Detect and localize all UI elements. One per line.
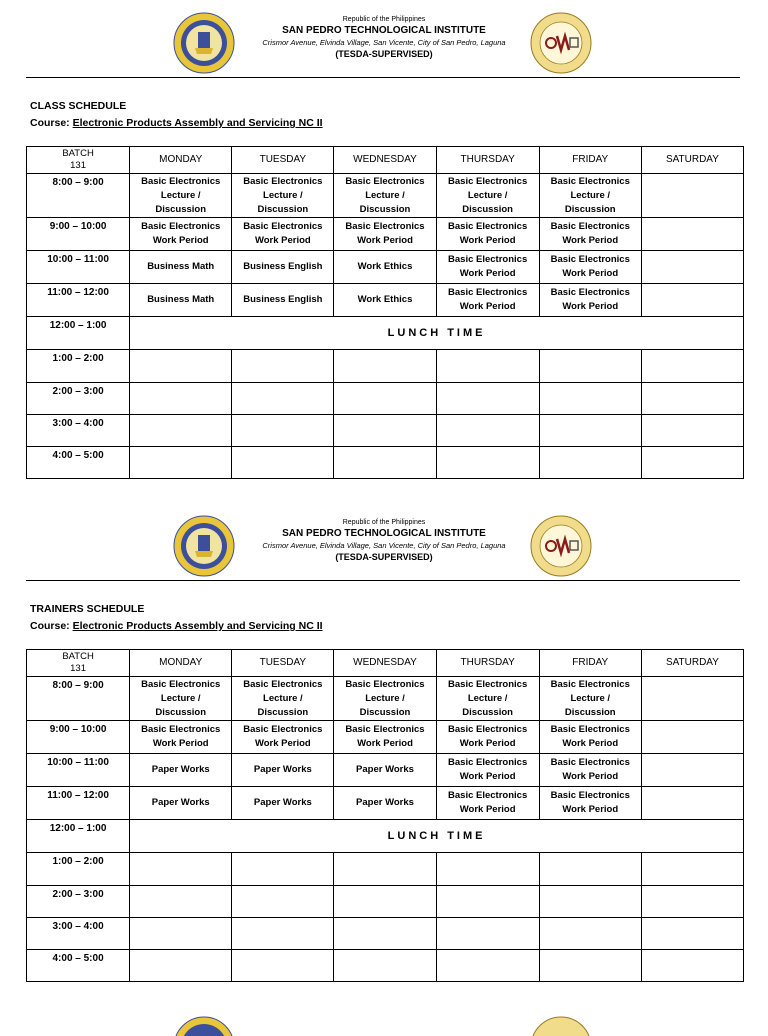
- schedule-cell: [334, 415, 436, 447]
- schedule-cell: [130, 415, 232, 447]
- batch-label: BATCH: [62, 651, 94, 662]
- schedule-cell: [334, 218, 436, 251]
- schedule-cell-line: Work Period: [152, 235, 209, 246]
- schedule-cell: [130, 447, 232, 479]
- schedule-cell-line: Work Period: [459, 738, 516, 749]
- batch-number: 131: [70, 663, 86, 674]
- schedule-cell-line: Work Period: [357, 235, 413, 246]
- schedule-cell-line: Basic Electronics: [448, 221, 528, 232]
- schedule-cell-line: Discussion: [359, 706, 411, 718]
- schedule-cell: [539, 677, 641, 721]
- schedule-cell-line: Basic Electronics: [448, 254, 528, 265]
- schedule-cell-line: Discussion: [155, 706, 207, 718]
- day-header-thursday: THURSDAY: [436, 650, 539, 677]
- schedule-cell: [539, 886, 641, 918]
- schedule-cell: [436, 350, 539, 383]
- institute-name: SAN PEDRO TECHNOLOGICAL INSTITUTE: [282, 528, 486, 539]
- schedule-cell: [232, 886, 334, 918]
- schedule-cell: [232, 251, 334, 284]
- time-slot-cell: 8:00 – 9:00: [27, 174, 130, 218]
- schedule-cell-line: Discussion: [257, 706, 309, 718]
- schedule-cell: [641, 284, 743, 317]
- table-row: [27, 284, 744, 317]
- time-slot-cell: 2:00 – 3:00: [27, 886, 130, 918]
- schedule-cell: [130, 918, 232, 950]
- schedule-cell: [130, 787, 232, 820]
- schedule-cell: [641, 677, 743, 721]
- schedule-cell: [539, 950, 641, 982]
- schedule-cell: [334, 754, 436, 787]
- schedule-cell: [436, 853, 539, 886]
- course-line: [30, 116, 323, 130]
- schedule-cell: [334, 174, 436, 218]
- schedule-cell: [436, 950, 539, 982]
- schedule-cell: [436, 886, 539, 918]
- schedule-cell-line: Work Period: [459, 268, 516, 279]
- schedule-cell-line: Paper Works: [356, 797, 414, 808]
- time-slot-cell: 12:00 – 1:00: [27, 317, 130, 350]
- schedule-cell-line: Work Period: [562, 268, 619, 279]
- schedule-cell-line: Discussion: [462, 706, 513, 718]
- schedule-cell: [436, 918, 539, 950]
- schedule-cell: [334, 677, 436, 721]
- time-slot-cell: 8:00 – 9:00: [27, 677, 130, 721]
- time-slot-cell: 1:00 – 2:00: [27, 350, 130, 383]
- schedule-cell-line: Paper Works: [151, 764, 210, 775]
- republic-text: Republic of the Philippines: [342, 16, 426, 23]
- schedule-cell: [232, 218, 334, 251]
- schedule-cell-line: Basic Electronics: [243, 221, 323, 232]
- schedule-cell: [436, 251, 539, 284]
- header-divider: [26, 77, 740, 78]
- schedule-cell: [436, 218, 539, 251]
- schedule-title: TRAINERS SCHEDULE: [30, 603, 145, 615]
- schedule-cell-line: Basic Electronics: [550, 221, 630, 232]
- schedule-cell-line: Basic Electronics: [550, 678, 630, 690]
- schedule-cell: [436, 415, 539, 447]
- time-slot-cell: 11:00 – 12:00: [27, 787, 130, 820]
- schedule-cell-line: Basic Electronics: [141, 221, 221, 232]
- schedule-cell-line: Lecture /: [570, 189, 611, 201]
- schedule-cell-line: Basic Electronics: [243, 175, 323, 187]
- institute-name: SAN PEDRO TECHNOLOGICAL INSTITUTE: [282, 25, 486, 36]
- schedule-cell: [130, 950, 232, 982]
- schedule-cell-line: Paper Works: [151, 797, 210, 808]
- schedule-cell: [334, 853, 436, 886]
- schedule-cell: [641, 174, 743, 218]
- table-row: [27, 787, 744, 820]
- schedule-cell: [436, 787, 539, 820]
- schedule-cell: [641, 721, 743, 754]
- next-page-letterhead-partial: [0, 1016, 768, 1036]
- schedule-cell-line: Work Period: [152, 738, 209, 749]
- schedule-cell: [641, 853, 743, 886]
- schedule-cell-line: Work Period: [459, 804, 516, 815]
- schedule-cell: [232, 447, 334, 479]
- schedule-cell: [539, 284, 641, 317]
- schedule-cell: [641, 918, 743, 950]
- schedule-cell-line: Basic Electronics: [550, 287, 630, 298]
- schedule-cell-line: Business Math: [147, 294, 215, 305]
- schedule-cell-line: Work Period: [357, 738, 413, 749]
- schedule-cell: [539, 383, 641, 415]
- batch-number: 131: [70, 160, 86, 171]
- schedule-cell: [232, 853, 334, 886]
- schedule-cell-line: Basic Electronics: [243, 678, 323, 690]
- schedule-cell-line: Work Period: [459, 235, 516, 246]
- time-slot-cell: 10:00 – 11:00: [27, 754, 130, 787]
- schedule-cell-line: Basic Electronics: [345, 678, 425, 690]
- table-header-row: [27, 147, 744, 174]
- schedule-cell-line: Basic Electronics: [448, 175, 528, 187]
- table-row: [27, 820, 744, 853]
- schedule-cell-line: Discussion: [155, 203, 207, 215]
- schedule-cell-line: Lecture /: [160, 189, 201, 201]
- table-row: [27, 415, 744, 447]
- institute-address: Crismor Avenue, Elvinda Village, San Vicente, City of San Pedro, Laguna: [262, 38, 506, 47]
- institute-address: Crismor Avenue, Elvinda Village, San Vicente, City of San Pedro, Laguna: [262, 541, 506, 550]
- table-row: [27, 886, 744, 918]
- lunch-break-cell: LUNCH TIME: [130, 820, 744, 853]
- schedule-cell: [232, 174, 334, 218]
- table-header-row: [27, 650, 744, 677]
- schedule-cell: [232, 787, 334, 820]
- schedule-cell-line: Basic Electronics: [345, 724, 425, 735]
- schedule-cell: [334, 383, 436, 415]
- schedule-cell: [641, 350, 743, 383]
- schedule-cell: [130, 677, 232, 721]
- schedule-cell-line: Work Period: [562, 804, 619, 815]
- table-row: [27, 853, 744, 886]
- schedule-cell-line: Business English: [243, 294, 323, 305]
- time-slot-cell: 1:00 – 2:00: [27, 853, 130, 886]
- schedule-cell-line: Work Ethics: [357, 261, 413, 272]
- schedule-cell: [232, 350, 334, 383]
- schedule-cell-line: Basic Electronics: [550, 254, 630, 265]
- schedule-cell-line: Lecture /: [467, 692, 508, 704]
- schedule-cell: [232, 383, 334, 415]
- day-header-monday: MONDAY: [130, 147, 232, 174]
- schedule-cell-line: Work Period: [254, 235, 311, 246]
- day-header-tuesday: TUESDAY: [232, 650, 334, 677]
- schedule-cell-line: Basic Electronics: [550, 724, 630, 735]
- schedule-cell-line: Paper Works: [253, 764, 312, 775]
- day-header-wednesday: WEDNESDAY: [334, 650, 436, 677]
- schedule-cell: [436, 754, 539, 787]
- letterhead: [0, 515, 768, 585]
- schedule-cell-line: Paper Works: [253, 797, 312, 808]
- schedule-cell-line: Lecture /: [467, 189, 508, 201]
- schedule-cell: [641, 447, 743, 479]
- schedule-cell-line: Discussion: [257, 203, 309, 215]
- schedule-cell: [436, 383, 539, 415]
- lunch-break-cell: LUNCH TIME: [130, 317, 744, 350]
- schedule-cell-line: Basic Electronics: [141, 724, 221, 735]
- table-row: [27, 754, 744, 787]
- schedule-cell: [334, 447, 436, 479]
- schedule-cell: [539, 174, 641, 218]
- schedule-cell: [436, 721, 539, 754]
- schedule-cell: [436, 677, 539, 721]
- schedule-cell-line: Basic Electronics: [448, 790, 528, 801]
- supervision-text: (TESDA-SUPERVISED): [335, 552, 433, 562]
- schedule-cell: [641, 415, 743, 447]
- header-divider: [26, 580, 740, 581]
- schedule-cell-line: Work Period: [562, 771, 619, 782]
- schedule-cell-line: Basic Electronics: [448, 678, 528, 690]
- schedule-cell: [130, 284, 232, 317]
- schedule-cell-line: Paper Works: [356, 764, 414, 775]
- schedule-cell-line: Basic Electronics: [141, 175, 221, 187]
- table-row: [27, 383, 744, 415]
- sanpedro-tech-institute-logo-icon: [530, 515, 592, 577]
- table-row: [27, 218, 744, 251]
- table-row: [27, 950, 744, 982]
- time-slot-cell: 3:00 – 4:00: [27, 918, 130, 950]
- table-row: [27, 918, 744, 950]
- schedule-cell-line: Lecture /: [263, 189, 303, 201]
- schedule-cell: [641, 251, 743, 284]
- table-row: [27, 174, 744, 218]
- letterhead: [0, 12, 768, 82]
- schedule-cell: [130, 251, 232, 284]
- schedule-cell: [334, 284, 436, 317]
- schedule-cell-line: Work Period: [459, 771, 516, 782]
- course-label: Course:: [30, 620, 70, 632]
- schedule-cell: [334, 350, 436, 383]
- course-label: Course:: [30, 117, 70, 129]
- sanpedro-tech-institute-logo-icon: [530, 12, 592, 74]
- schedule-cell: [130, 853, 232, 886]
- day-header-saturday: SATURDAY: [641, 147, 743, 174]
- schedule-cell: [232, 284, 334, 317]
- city-of-san-pedro-seal-icon: [173, 1016, 235, 1036]
- schedule-cell: [130, 174, 232, 218]
- schedule-cell: [641, 787, 743, 820]
- time-slot-cell: 12:00 – 1:00: [27, 820, 130, 853]
- table-row: [27, 251, 744, 284]
- schedule-cell-line: Discussion: [359, 203, 411, 215]
- schedule-cell: [130, 350, 232, 383]
- schedule-cell-line: Basic Electronics: [550, 175, 630, 187]
- batch-header-cell: [27, 650, 130, 677]
- time-slot-cell: 4:00 – 5:00: [27, 447, 130, 479]
- schedule-cell-line: Work Period: [562, 235, 619, 246]
- day-header-tuesday: TUESDAY: [232, 147, 334, 174]
- schedule-cell: [436, 174, 539, 218]
- schedule-cell: [130, 754, 232, 787]
- schedule-cell: [232, 721, 334, 754]
- schedule-table: [26, 649, 744, 982]
- schedule-cell: [130, 383, 232, 415]
- table-row: [27, 317, 744, 350]
- day-header-friday: FRIDAY: [539, 650, 641, 677]
- course-name: Electronic Products Assembly and Servicing NC II: [72, 117, 323, 129]
- schedule-cell: [232, 754, 334, 787]
- schedule-cell-line: Work Period: [562, 301, 619, 312]
- batch-label: BATCH: [62, 148, 94, 159]
- table-row: [27, 447, 744, 479]
- time-slot-cell: 2:00 – 3:00: [27, 383, 130, 415]
- batch-header-cell: [27, 147, 130, 174]
- day-header-thursday: THURSDAY: [436, 147, 539, 174]
- schedule-cell: [539, 415, 641, 447]
- schedule-cell: [334, 950, 436, 982]
- city-of-san-pedro-seal-icon: [173, 515, 235, 577]
- schedule-table: [26, 146, 744, 479]
- schedule-cell: [436, 284, 539, 317]
- schedule-cell: [130, 721, 232, 754]
- schedule-cell-line: Lecture /: [160, 692, 201, 704]
- schedule-cell-line: Work Ethics: [357, 294, 413, 305]
- schedule-cell: [130, 218, 232, 251]
- time-slot-cell: 11:00 – 12:00: [27, 284, 130, 317]
- schedule-cell: [641, 754, 743, 787]
- schedule-cell-line: Basic Electronics: [448, 724, 528, 735]
- schedule-cell-line: Discussion: [564, 706, 616, 718]
- schedule-cell: [334, 787, 436, 820]
- supervision-text: (TESDA-SUPERVISED): [335, 49, 433, 59]
- schedule-cell: [130, 886, 232, 918]
- time-slot-cell: 3:00 – 4:00: [27, 415, 130, 447]
- schedule-cell: [641, 950, 743, 982]
- schedule-cell-line: Discussion: [564, 203, 616, 215]
- schedule-cell-line: Discussion: [462, 203, 513, 215]
- day-header-saturday: SATURDAY: [641, 650, 743, 677]
- time-slot-cell: 4:00 – 5:00: [27, 950, 130, 982]
- schedule-cell-line: Business English: [243, 261, 323, 272]
- schedule-cell: [539, 218, 641, 251]
- schedule-cell: [436, 447, 539, 479]
- schedule-cell-line: Basic Electronics: [448, 287, 528, 298]
- schedule-cell-line: Basic Electronics: [550, 790, 630, 801]
- day-header-monday: MONDAY: [130, 650, 232, 677]
- schedule-cell: [232, 677, 334, 721]
- schedule-cell-line: Basic Electronics: [345, 221, 425, 232]
- schedule-cell: [539, 721, 641, 754]
- time-slot-cell: 9:00 – 10:00: [27, 721, 130, 754]
- schedule-cell: [539, 853, 641, 886]
- table-row: [27, 721, 744, 754]
- schedule-cell-line: Lecture /: [365, 692, 405, 704]
- schedule-cell: [641, 218, 743, 251]
- schedule-cell: [539, 447, 641, 479]
- schedule-cell: [539, 350, 641, 383]
- schedule-cell: [641, 886, 743, 918]
- schedule-cell: [539, 754, 641, 787]
- schedule-cell-line: Lecture /: [263, 692, 303, 704]
- schedule-title: CLASS SCHEDULE: [30, 100, 127, 112]
- day-header-wednesday: WEDNESDAY: [334, 147, 436, 174]
- time-slot-cell: 10:00 – 11:00: [27, 251, 130, 284]
- schedule-cell-line: Basic Electronics: [448, 757, 528, 768]
- schedule-cell: [232, 918, 334, 950]
- city-of-san-pedro-seal-icon: [173, 12, 235, 74]
- course-line: [30, 619, 323, 633]
- schedule-cell-line: Lecture /: [365, 189, 405, 201]
- schedule-cell: [334, 886, 436, 918]
- schedule-cell: [334, 251, 436, 284]
- table-row: [27, 350, 744, 383]
- time-slot-cell: 9:00 – 10:00: [27, 218, 130, 251]
- schedule-cell: [539, 787, 641, 820]
- schedule-cell-line: Basic Electronics: [550, 757, 630, 768]
- schedule-cell-line: Basic Electronics: [243, 724, 323, 735]
- schedule-cell-line: Business Math: [147, 261, 215, 272]
- schedule-cell-line: Work Period: [459, 301, 516, 312]
- schedule-cell-line: Basic Electronics: [345, 175, 425, 187]
- schedule-cell: [334, 918, 436, 950]
- schedule-cell: [334, 721, 436, 754]
- day-header-friday: FRIDAY: [539, 147, 641, 174]
- schedule-cell-line: Work Period: [254, 738, 311, 749]
- schedule-cell: [232, 415, 334, 447]
- schedule-cell-line: Basic Electronics: [141, 678, 221, 690]
- schedule-cell: [539, 251, 641, 284]
- schedule-cell-line: Lecture /: [570, 692, 611, 704]
- sanpedro-tech-institute-logo-icon: [530, 1016, 592, 1036]
- republic-text: Republic of the Philippines: [342, 519, 426, 526]
- schedule-cell: [641, 383, 743, 415]
- schedule-cell: [539, 918, 641, 950]
- schedule-cell: [232, 950, 334, 982]
- schedule-cell-line: Work Period: [562, 738, 619, 749]
- table-row: [27, 677, 744, 721]
- course-name: Electronic Products Assembly and Servicing NC II: [72, 620, 323, 632]
